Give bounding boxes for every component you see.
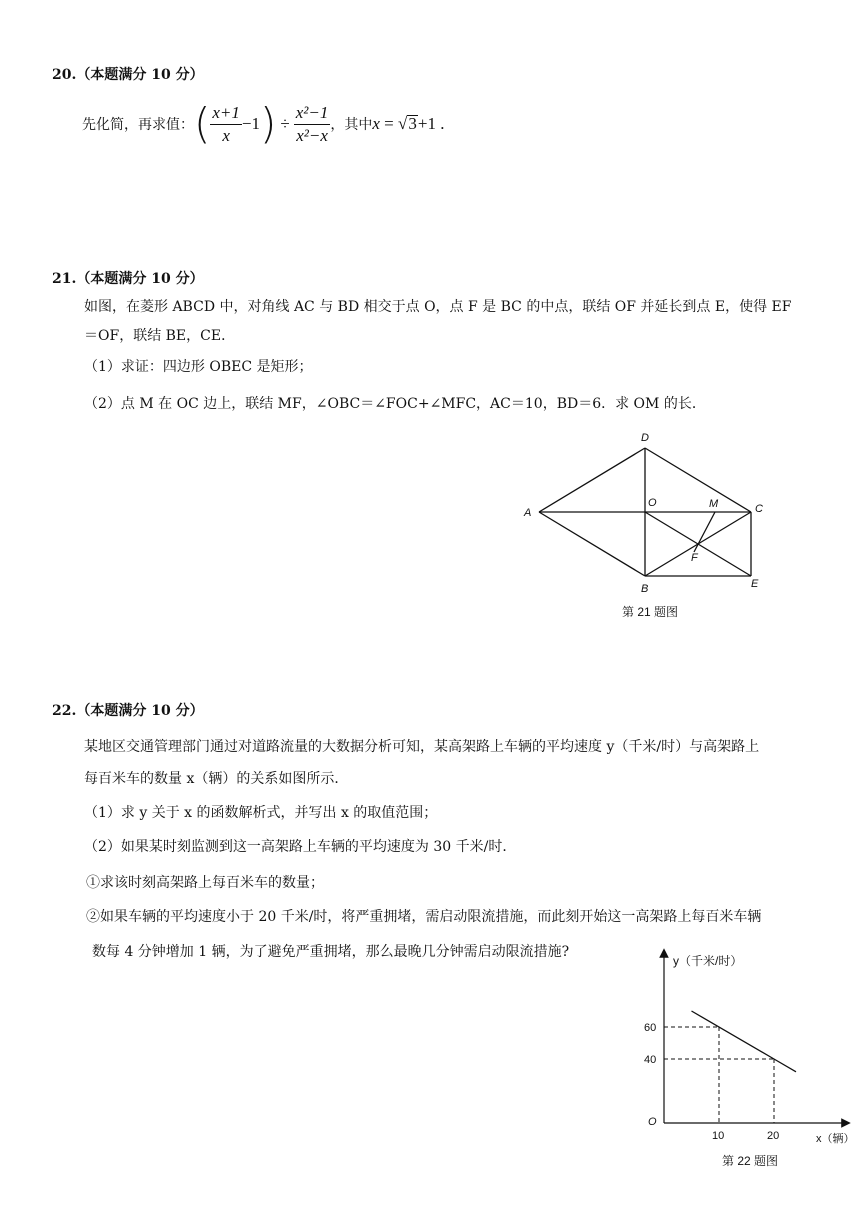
q22-text-line1: 某地区交通管理部门通过对道路流量的大数据分析可知，某高架路上车辆的平均速度 y（千米/时）与高架路上 — [84, 739, 760, 755]
q22-text-line2: 每百米车的数量 x（辆）的关系如图所示． — [84, 771, 349, 787]
q22-score: （本题满分 10 分） — [76, 703, 204, 719]
q21-figure — [510, 425, 790, 625]
variable-x: x — [372, 114, 380, 133]
q22-chart — [630, 945, 860, 1170]
y-tick-label-0: 60 — [644, 1022, 657, 1034]
q22-caption: 第 22 题图 — [722, 1154, 779, 1168]
q20-expression — [194, 99, 330, 148]
x-tick-label-1: 20 — [767, 1130, 780, 1142]
fraction-1-denominator: x — [222, 125, 230, 145]
q20-value — [372, 114, 444, 134]
q20-problem — [82, 96, 444, 152]
q22-sub2-line1: ②如果车辆的平均速度小于 20 千米/时，将严重拥堵，需启动限流措施，而此刻开始这一高架路上每百米车辆 — [86, 909, 762, 925]
divide-sign: ÷ — [280, 114, 290, 133]
q21-heading — [52, 268, 204, 288]
y-tick-label-1: 40 — [644, 1054, 657, 1066]
q20-heading — [52, 64, 204, 84]
right-paren: ) — [260, 99, 277, 148]
fraction-2-numerator: x²−1 — [294, 102, 331, 125]
q21-number: 21. — [52, 271, 77, 287]
q22-heading — [52, 700, 204, 720]
fraction-1 — [210, 102, 242, 147]
q21-part2: （2）点 M 在 OC 边上，联结 MF，∠OBC＝∠FOC+∠MFC，AC＝10，BD＝6．求 OM 的长． — [84, 396, 706, 412]
y-axis-label: y（千米/时） — [673, 954, 743, 968]
series-line-0 — [692, 1011, 797, 1072]
q20-prompt: 先化简，再求值： — [82, 117, 194, 133]
segment-DC — [645, 448, 751, 512]
q20-number: 20. — [52, 67, 77, 83]
fraction-1-numerator: x+1 — [210, 102, 242, 125]
q21-text-line2: ＝OF，联结 BE，CE． — [84, 328, 236, 344]
label-C: C — [755, 503, 763, 515]
origin-label: O — [648, 1116, 657, 1128]
label-E: E — [751, 578, 759, 590]
label-A: A — [524, 507, 532, 519]
q22-part2: （2）如果某时刻监测到这一高架路上车辆的平均速度为 30 千米/时． — [84, 839, 517, 855]
sqrt-sign: √ — [398, 114, 408, 133]
fraction-2-denominator: x²−x — [296, 125, 328, 145]
q21-caption: 第 21 题图 — [622, 605, 679, 619]
label-O: O — [648, 497, 657, 509]
segment-BA — [539, 512, 645, 576]
q21-part1: （1）求证：四边形 OBEC 是矩形； — [84, 359, 313, 375]
equals-sign: = — [379, 114, 399, 133]
label-D: D — [641, 432, 649, 444]
segment-MF — [694, 512, 715, 552]
segment-AD — [539, 448, 645, 512]
x-axis-label: x（辆） — [816, 1133, 855, 1145]
x-tick-label-0: 10 — [712, 1130, 725, 1142]
q22-sub1: ①求该时刻高架路上每百米车的数量； — [86, 875, 324, 891]
q20-where-text: ，其中 — [330, 117, 373, 133]
plus-one: +1 . — [417, 114, 445, 133]
q21-text-line1: 如图，在菱形 ABCD 中，对角线 AC 与 BD 相交于点 O，点 F 是 BC 的中点，联结 OF 并延长到点 E，使得 EF — [84, 299, 792, 315]
label-M: M — [709, 498, 719, 510]
q22-sub2-line2: 数每 4 分钟增加 1 辆，为了避免严重拥堵，那么最晚几分钟需启动限流措施? — [92, 944, 570, 960]
sqrt-radicand: 3 — [408, 114, 417, 133]
q22-part1: （1）求 y 关于 x 的函数解析式，并写出 x 的取值范围； — [84, 805, 438, 821]
minus-one: −1 — [241, 114, 261, 133]
label-B: B — [641, 583, 649, 595]
q21-score: （本题满分 10 分） — [76, 271, 204, 287]
q22-number: 22. — [52, 703, 77, 719]
left-paren: ( — [194, 99, 211, 148]
fraction-2 — [294, 102, 331, 147]
q20-score: （本题满分 10 分） — [76, 67, 204, 83]
label-F: F — [691, 552, 698, 564]
